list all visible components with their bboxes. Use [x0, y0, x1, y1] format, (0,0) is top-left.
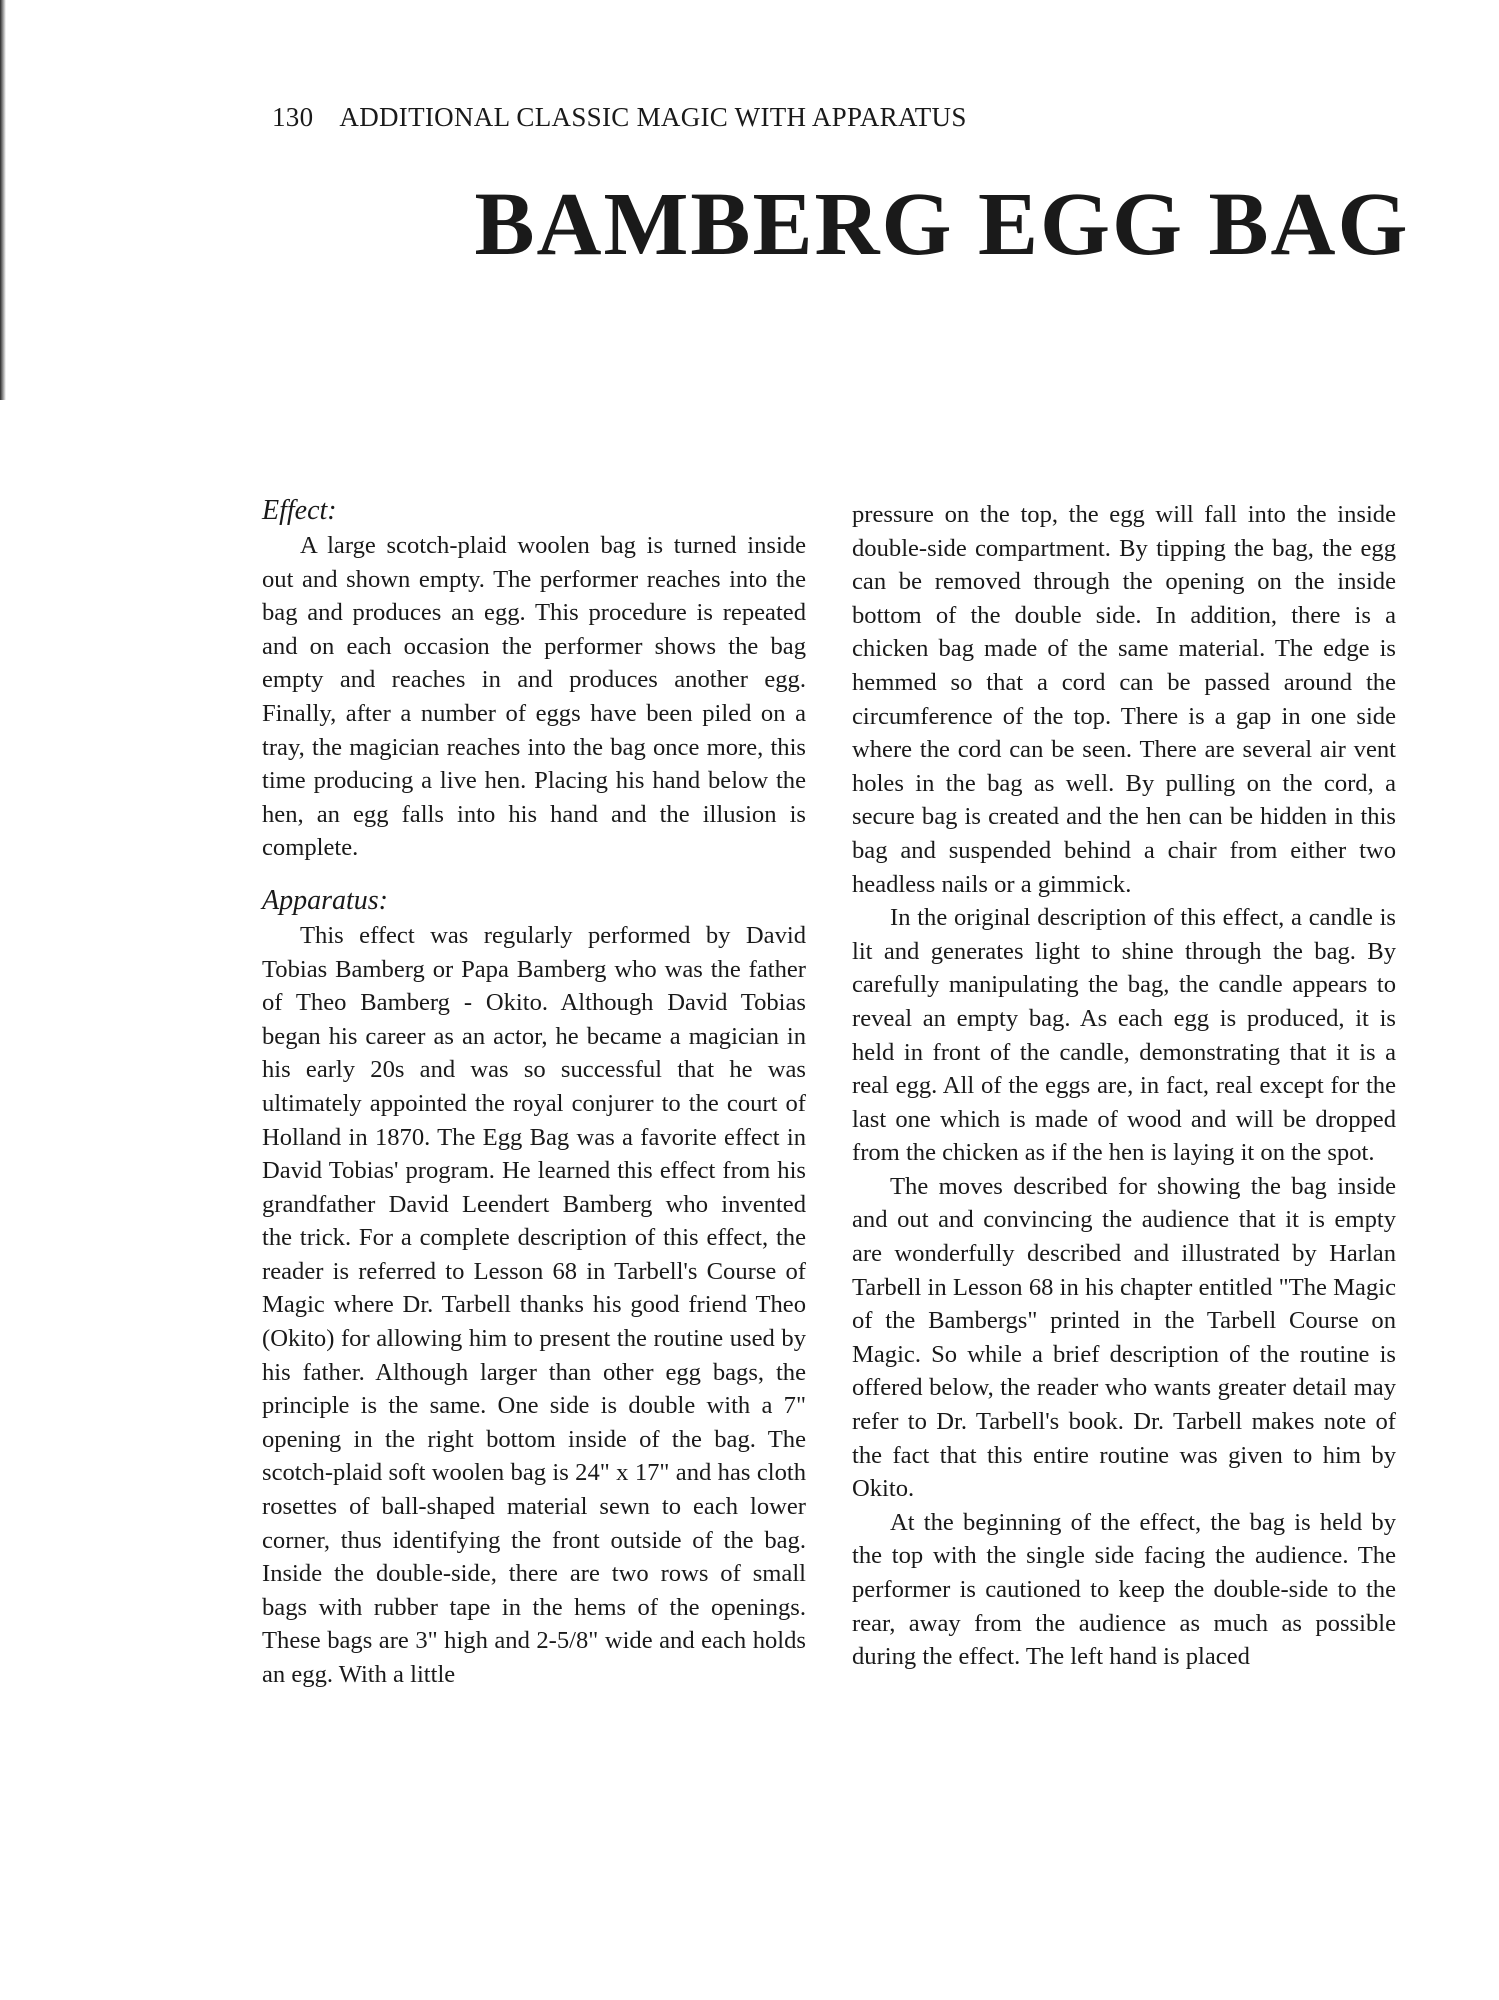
apparatus-heading: Apparatus:	[262, 884, 388, 916]
continued-paragraph: pressure on the top, the egg will fall into the inside double-side compartment. By tipping the bag, the egg can be removed through the opening on the inside bottom of the double side. In addition, there is a chicken bag made of the same material. The edge is hemmed so that a cord can be passed around the circumference of the top. There is a gap in one side where the cord can be seen. There are several air vent holes in the bag as well. By pulling on the cord, a secure bag is created and the hen can be hidden in this bag and suspended behind a chair from either two headless nails or a gimmick.	[852, 501, 1396, 898]
page-number: 130	[272, 102, 314, 132]
candle-paragraph: In the original description of this effect, a candle is lit and generates light to shine through the bag. By carefully manipulating the bag, the candle appears to reveal an empty bag. As each egg is produced, it is held in front of the candle, demonstrating that it is a real egg. All of the eggs are, in fact, real except for the last one which is made of wood and will be dropped from the chicken as if the hen is laying it on the spot.	[852, 904, 1396, 1167]
page-title: BAMBERG EGG BAG	[474, 175, 1410, 274]
running-head	[272, 102, 967, 133]
beginning-paragraph: At the beginning of the effect, the bag is held by the top with the single side facing the audience. The performer is cautioned to keep the double-side to the rear, away from the audience as much as possible during the effect. The left hand is placed	[852, 1508, 1396, 1671]
effect-heading: Effect:	[262, 495, 337, 526]
effect-paragraph: A large scotch-plaid woolen bag is turned inside out and shown empty. The performer reaches into the bag and produces an egg. This procedure is repeated and on each occasion the performer shows the bag empty and reaches in and produces another egg. Finally, after a number of eggs have been piled on a tray, the magician reaches into the bag once more, this time producing a live hen. Placing his hand below the hen, an egg falls into his hand and the illusion is complete.	[262, 532, 806, 862]
left-column	[262, 493, 806, 1692]
tarbell-paragraph: The moves described for showing the bag inside and out and convincing the audience that it is empty are wonderfully described and illustrated by Harlan Tarbell in Lesson 68 in his chapter entitled "The Magic of the Bambergs" printed in the Tarbell Course on Magic. So while a brief description of the routine is offered below, the reader who wants greater detail may refer to Dr. Tarbell's book. Dr. Tarbell makes note of the fact that this entire routine was given to him by Okito.	[852, 1172, 1396, 1503]
apparatus-paragraph: This effect was regularly performed by David Tobias Bamberg or Papa Bamberg who was the father of Theo Bamberg - Okito. Although David Tobias began his career as an actor, he became a magician in his early 20s and was so successful that he was ultimately appointed the royal conjurer to the court of Holland in 1870. The Egg Bag was a favorite effect in David Tobias' program. He learned this effect from his grandfather David Leendert Bamberg who invented the trick. For a complete description of this effect, the reader is referred to Lesson 68 in Tarbell's Course of Magic where Dr. Tarbell thanks his good friend Theo (Okito) for allowing him to present the routine used by his father. Although larger than other egg bags, the principle is the same. One side is double with a 7" opening in the right bottom inside of the bag. The scotch-plaid soft woolen bag is 24" x 17" and has cloth rosettes of ball-shaped material sewn to each lower corner, thus identifying the front outside of the bag. Inside the double-side, there are two rows of small bags with rubber tape in the hems of the openings. These bags are 3" high and 2-5/8" wide and each holds an egg. With a little	[262, 921, 806, 1688]
section-title: ADDITIONAL CLASSIC MAGIC WITH APPARATUS	[339, 102, 967, 132]
right-column	[852, 498, 1396, 1674]
